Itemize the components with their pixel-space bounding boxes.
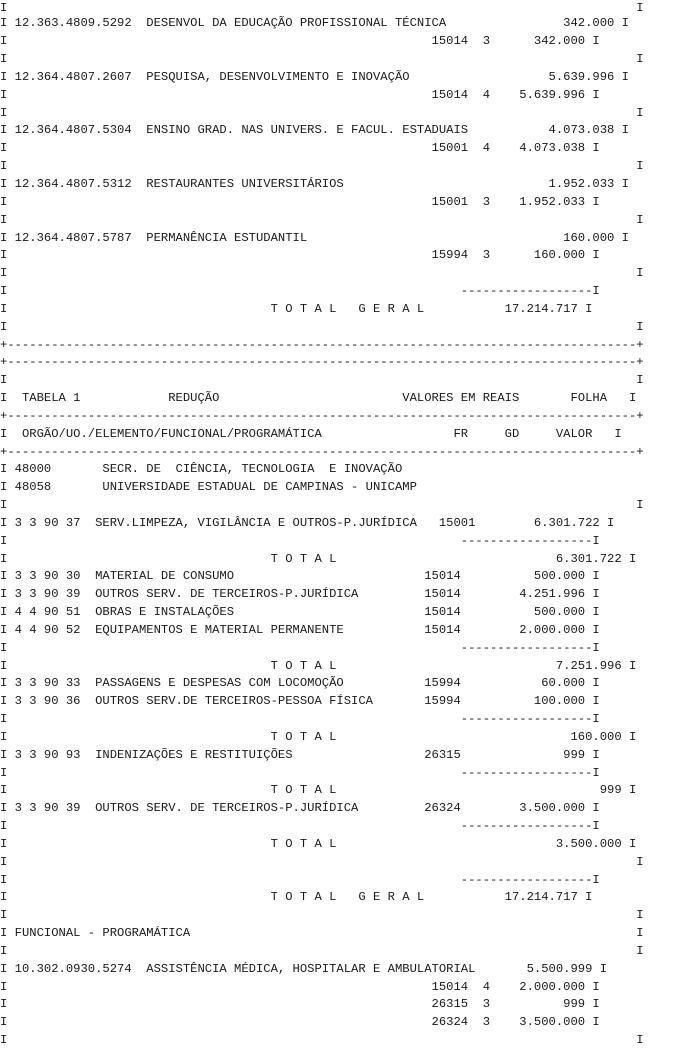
report-line: I T O T A L 6.301.722 I <box>0 552 637 566</box>
report-line: I 12.363.4809.5292 DESENVOL DA EDUCAÇÃO PROFISSIONAL TÉCNICA 342.000 I <box>0 16 629 30</box>
report-line: I 3 3 90 30 MATERIAL DE CONSUMO 15014 500.000 I <box>0 569 600 583</box>
report-line: I 15014 4 2.000.000 I <box>0 980 600 994</box>
report-line: I I <box>0 159 644 173</box>
report-line: I I <box>0 855 644 869</box>
report-line: I TABELA 1 REDUÇÃO VALORES EM REAIS FOLHA I <box>0 391 637 405</box>
report-line: I T O T A L G E R A L 17.214.717 I <box>0 890 593 904</box>
report-line: I 3 3 90 39 OUTROS SERV. DE TERCEIROS-P.JURÍDICA 26324 3.500.000 I <box>0 801 600 815</box>
report-line: I 15001 3 1.952.033 I <box>0 195 600 209</box>
report-line: I 10.302.0930.5274 ASSISTÊNCIA MÉDICA, HOSPITALAR E AMBULATORIAL 5.500.999 I <box>0 962 608 976</box>
report-line: I 15014 3 342.000 I <box>0 34 600 48</box>
report-line: I I <box>0 106 644 120</box>
report-line: I ------------------I <box>0 641 600 655</box>
report-line: I 3 3 90 33 PASSAGENS E DESPESAS COM LOCOMOÇÃO 15994 60.000 I <box>0 676 600 690</box>
report-line: I T O T A L G E R A L 17.214.717 I <box>0 302 593 316</box>
report-line: I 15994 3 160.000 I <box>0 248 600 262</box>
report-line: I I <box>0 944 644 958</box>
report-line: I ------------------I <box>0 712 600 726</box>
report-line: I 48058 UNIVERSIDADE ESTADUAL DE CAMPINAS - UNICAMP <box>0 480 417 494</box>
report-line: I 4 4 90 51 OBRAS E INSTALAÇÕES 15014 500.000 I <box>0 605 600 619</box>
report-line: +--------------------------------------------------------------------------------------+ <box>0 355 644 369</box>
report-line: +--------------------------------------------------------------------------------------+ <box>0 445 644 459</box>
report-line: I 26324 3 3.500.000 I <box>0 1015 600 1029</box>
report-line: I 12.364.4807.2607 PESQUISA, DESENVOLVIMENTO E INOVAÇÃO 5.639.996 I <box>0 70 629 84</box>
report-line: I T O T A L 160.000 I <box>0 730 637 744</box>
report-line: I ------------------I <box>0 766 600 780</box>
report-line: I I <box>0 266 644 280</box>
report-line: I 3 3 90 93 INDENIZAÇÕES E RESTITUIÇÕES 26315 999 I <box>0 748 600 762</box>
report-line: I I <box>0 373 644 387</box>
report-line: I 3 3 90 39 OUTROS SERV. DE TERCEIROS-P.JURÍDICA 15014 4.251.996 I <box>0 587 600 601</box>
report-line: I T O T A L 7.251.996 I <box>0 659 637 673</box>
report-line: I I <box>0 52 644 66</box>
report-line: I T O T A L 3.500.000 I <box>0 837 637 851</box>
report-line: I ------------------I <box>0 873 600 887</box>
report-line: I 4 4 90 52 EQUIPAMENTOS E MATERIAL PERMANENTE 15014 2.000.000 I <box>0 623 600 637</box>
report-line: I 48000 SECR. DE CIÊNCIA, TECNOLOGIA E INOVAÇÃO <box>0 462 403 476</box>
report-line: I ORGÃO/UO./ELEMENTO/FUNCIONAL/PROGRAMÁTICA FR GD VALOR I <box>0 427 622 441</box>
report-line: I I <box>0 1 644 15</box>
report-line: I ------------------I <box>0 284 600 298</box>
report-line: I I <box>0 498 644 512</box>
report-line: I FUNCIONAL - PROGRAMÁTICA I <box>0 926 644 940</box>
report-line: +--------------------------------------------------------------------------------------+ <box>0 338 644 352</box>
report-line: I 15001 4 4.073.038 I <box>0 141 600 155</box>
report-line: I I <box>0 1033 644 1047</box>
report-line: I I <box>0 908 644 922</box>
report-line: I 3 3 90 36 OUTROS SERV.DE TERCEIROS-PESSOA FÍSICA 15994 100.000 I <box>0 694 600 708</box>
report-line: I I <box>0 213 644 227</box>
report-line: I T O T A L 999 I <box>0 783 637 797</box>
report-line: I 12.364.4807.5304 ENSINO GRAD. NAS UNIVERS. E FACUL. ESTADUAIS 4.073.038 I <box>0 123 629 137</box>
report-line: I I <box>0 320 644 334</box>
report-line: I ------------------I <box>0 819 600 833</box>
report-line: I ------------------I <box>0 534 600 548</box>
report-line: I 3 3 90 37 SERV.LIMPEZA, VIGILÂNCIA E OUTROS-P.JURÍDICA 15001 6.301.722 I <box>0 516 615 530</box>
report-line: I 12.364.4807.5787 PERMANÊNCIA ESTUDANTIL 160.000 I <box>0 231 629 245</box>
report-line: +--------------------------------------------------------------------------------------+ <box>0 409 644 423</box>
report-line: I 12.364.4807.5312 RESTAURANTES UNIVERSITÁRIOS 1.952.033 I <box>0 177 629 191</box>
report-line: I 26315 3 999 I <box>0 997 600 1011</box>
report-line: I 15014 4 5.639.996 I <box>0 88 600 102</box>
